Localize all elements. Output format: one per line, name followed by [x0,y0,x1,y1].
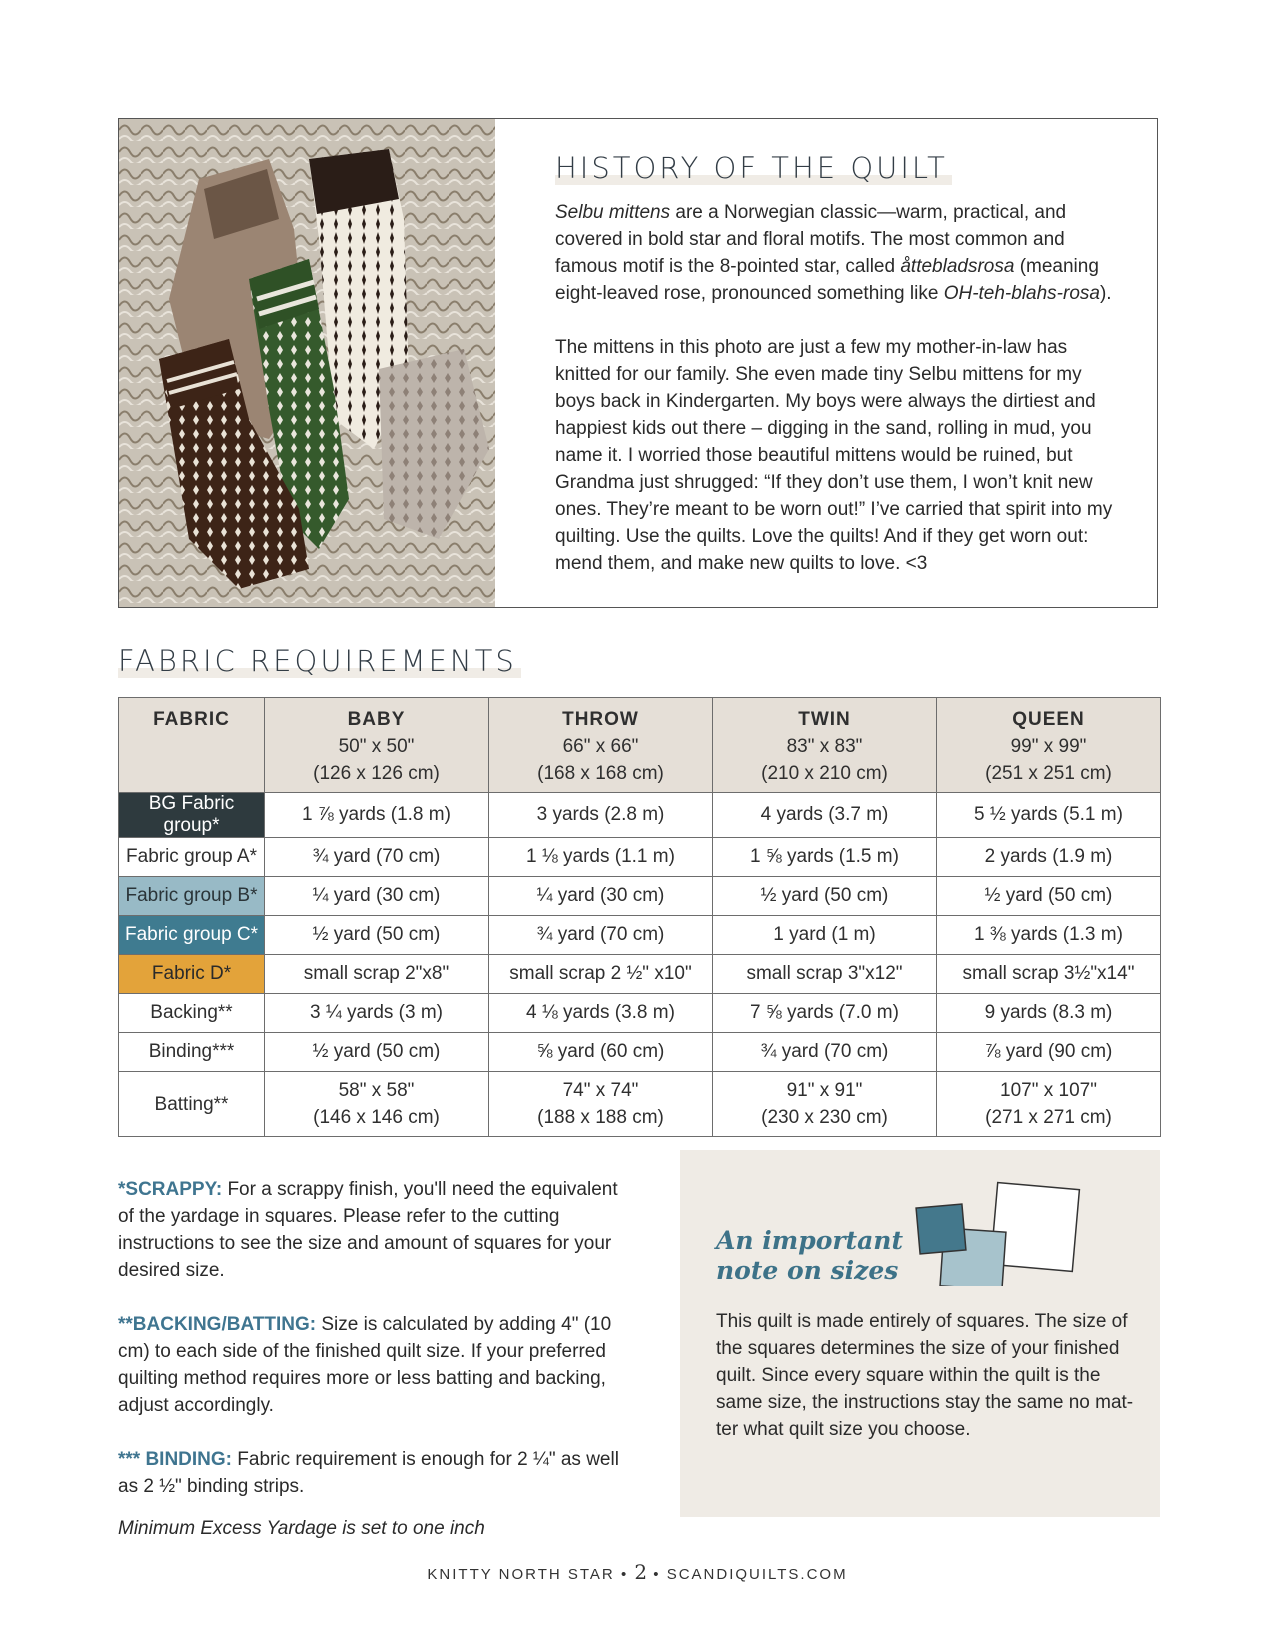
size-dim-cm: (168 x 168 cm) [537,763,664,784]
row-label-backing: Backing** [119,994,265,1033]
size-dim-in: 99" x 99" [1010,736,1087,757]
table-cell: 9 yards (8.3 m) [937,994,1161,1033]
header-fabric-label: FABRIC [153,709,230,730]
table-cell [489,1072,713,1137]
table-row [119,916,1161,955]
note-binding-key: *** BINDING: [118,1449,233,1470]
table-cell: 1 ⅞ yards (1.8 m) [265,793,489,838]
page-number: 2 [634,1560,648,1584]
row-label-batting: Batting** [119,1072,265,1137]
table-cell: ¾ yard (70 cm) [265,838,489,877]
table-cell: small scrap 2"x8" [265,955,489,994]
note-binding [118,1446,638,1500]
min-excess-note: Minimum Excess Yardage is set to one inch [118,1518,485,1539]
size-name: BABY [347,709,406,730]
table-row [119,793,1161,838]
table-header-row [119,698,1161,793]
footer-website: SCANDIQUILTS.COM [666,1566,848,1583]
table-cell: 1 yard (1 m) [713,916,937,955]
history-p1-part-c: ). [1099,283,1112,304]
table-cell: ¼ yard (30 cm) [265,877,489,916]
table-cell: 1 ⅛ yards (1.1 m) [489,838,713,877]
sizes-note-body: This quilt is made entirely of squares. The size of the squares determines the size of your finished quilt. Since every square within the quilt is the same size, the instructions stay the same no mat-ter what quilt size you choose. [716,1311,1134,1440]
table-row [119,994,1161,1033]
size-dim-in: 66" x 66" [562,736,639,757]
history-term-attebladsrosa: åttebladsrosa [900,256,1015,277]
note-backing [118,1311,638,1419]
size-dim-cm: (210 x 210 cm) [761,763,888,784]
table-cell: small scrap 3½"x14" [937,955,1161,994]
sizes-note-heading: An important note on sizes [716,1226,904,1285]
size-name: TWIN [798,709,851,730]
footnotes [118,1176,638,1540]
table-cell: 4 yards (3.7 m) [713,793,937,838]
batting-dim-cm: (230 x 230 cm) [761,1107,888,1128]
batting-dim-in: 107" x 107" [1000,1080,1097,1101]
table-cell: ⅝ yard (60 cm) [489,1033,713,1072]
history-section [118,118,1158,608]
table-cell: ½ yard (50 cm) [937,877,1161,916]
table-cell: ½ yard (50 cm) [265,1033,489,1072]
note-scrappy-key: *SCRAPPY: [118,1179,223,1200]
note-scrappy-text: For a scrappy finish, you'll need the equivalent of the yardage in squares. Please refer to the cutting instructions to see the size and amount of squares for your desired size. [118,1179,618,1281]
row-label-fabric-b: Fabric group B* [119,877,265,916]
header-size-throw [489,698,713,793]
table-cell: ½ yard (50 cm) [713,877,937,916]
table-cell [937,1072,1161,1137]
table-cell: ¾ yard (70 cm) [713,1033,937,1072]
sizes-note-box [680,1150,1160,1517]
size-name: THROW [562,709,639,730]
header-size-baby [265,698,489,793]
row-label-binding: Binding*** [119,1033,265,1072]
page-footer [0,1560,1275,1584]
history-term-selbu: Selbu mittens [555,202,671,223]
history-p1-part-b: (meaning eight-leaved rose, pronounced something like [555,256,1099,304]
row-label-fabric-c: Fabric group C* [119,916,265,955]
table-row [119,955,1161,994]
table-cell: 3 ¼ yards (3 m) [265,994,489,1033]
fabric-requirements-table [118,697,1161,1137]
table-cell: 4 ⅛ yards (3.8 m) [489,994,713,1033]
size-name: QUEEN [1012,709,1085,730]
footer-separator: • [620,1566,635,1583]
table-cell: 7 ⅝ yards (7.0 m) [713,994,937,1033]
history-text [555,151,1115,577]
batting-dim-in: 91" x 91" [786,1080,863,1101]
table-cell: 1 ⅝ yards (1.5 m) [713,838,937,877]
table-cell: ¾ yard (70 cm) [489,916,713,955]
squares-illustration [912,1178,1088,1286]
batting-dim-cm: (271 x 271 cm) [985,1107,1112,1128]
size-dim-in: 50" x 50" [338,736,415,757]
row-label-fabric-a: Fabric group A* [119,838,265,877]
note-binding-text: Fabric requirement is enough for 2 ¼" as well as 2 ½" binding strips. [118,1449,619,1497]
history-paragraph-2: The mittens in this photo are just a few my mother-in-law has knitted for our family. She even made tiny Selbu mittens for my boys back in Kindergarten. My boys were always the dirtiest and happiest kids out there – digging in the sand, rolling in mud, you name it. I worried those beautiful mittens would be ruined, but Grandma just shrugged: “If they don’t use them, I won’t knit new ones. They’re meant to be worn out!” I’ve carried that spirit into my quilting. Use the quilts. Love the quilts! And if they get worn out: mend them, and make new quilts to love. <3 [555,337,1113,574]
note-backing-key: **BACKING/BATTING: [118,1314,317,1335]
table-cell: 1 ⅜ yards (1.3 m) [937,916,1161,955]
size-dim-cm: (126 x 126 cm) [313,763,440,784]
table-cell: ⅞ yard (90 cm) [937,1033,1161,1072]
batting-dim-cm: (188 x 188 cm) [537,1107,664,1128]
note-scrappy [118,1176,638,1284]
history-term-pronunciation: OH-teh-blahs-rosa [943,283,1100,304]
table-cell: ½ yard (50 cm) [265,916,489,955]
header-fabric [119,698,265,793]
size-dim-cm: (251 x 251 cm) [985,763,1112,784]
row-label-bg-fabric: BG Fabric group* [119,793,265,838]
footer-separator: • [653,1566,667,1583]
table-cell [265,1072,489,1137]
teal-square [916,1204,966,1254]
row-label-fabric-d: Fabric D* [119,955,265,994]
table-cell [713,1072,937,1137]
history-paragraph-1 [555,199,1115,307]
table-cell: 2 yards (1.9 m) [937,838,1161,877]
table-row [119,1072,1161,1137]
batting-dim-cm: (146 x 146 cm) [313,1107,440,1128]
table-row [119,877,1161,916]
table-row [119,838,1161,877]
footer-pattern-name: KNITTY NORTH STAR [427,1566,615,1583]
table-cell: 3 yards (2.8 m) [489,793,713,838]
batting-dim-in: 58" x 58" [338,1080,415,1101]
table-cell: ¼ yard (30 cm) [489,877,713,916]
table-row [119,1033,1161,1072]
table-cell: small scrap 2 ½" x10" [489,955,713,994]
mittens-photo-illustration [119,119,495,607]
header-size-twin [713,698,937,793]
table-cell: small scrap 3"x12" [713,955,937,994]
batting-dim-in: 74" x 74" [562,1080,639,1101]
history-p1-part-a: are a Norwegian classic—warm, practical, and covered in bold star and floral motifs. The most common and famous motif is the 8-pointed star, called [555,202,1067,277]
fabric-requirements-title: FABRIC REQUIREMENTS [118,644,521,678]
mittens-photo [119,119,495,607]
size-dim-in: 83" x 83" [786,736,863,757]
table-cell: 5 ½ yards (5.1 m) [937,793,1161,838]
note-backing-text: Size is calculated by adding 4" (10 cm) to each side of the finished quilt size. If your preferred quilting method requires more or less batting and backing, adjust accordingly. [118,1314,612,1416]
header-size-queen [937,698,1161,793]
history-title: HISTORY OF THE QUILT [555,151,952,185]
